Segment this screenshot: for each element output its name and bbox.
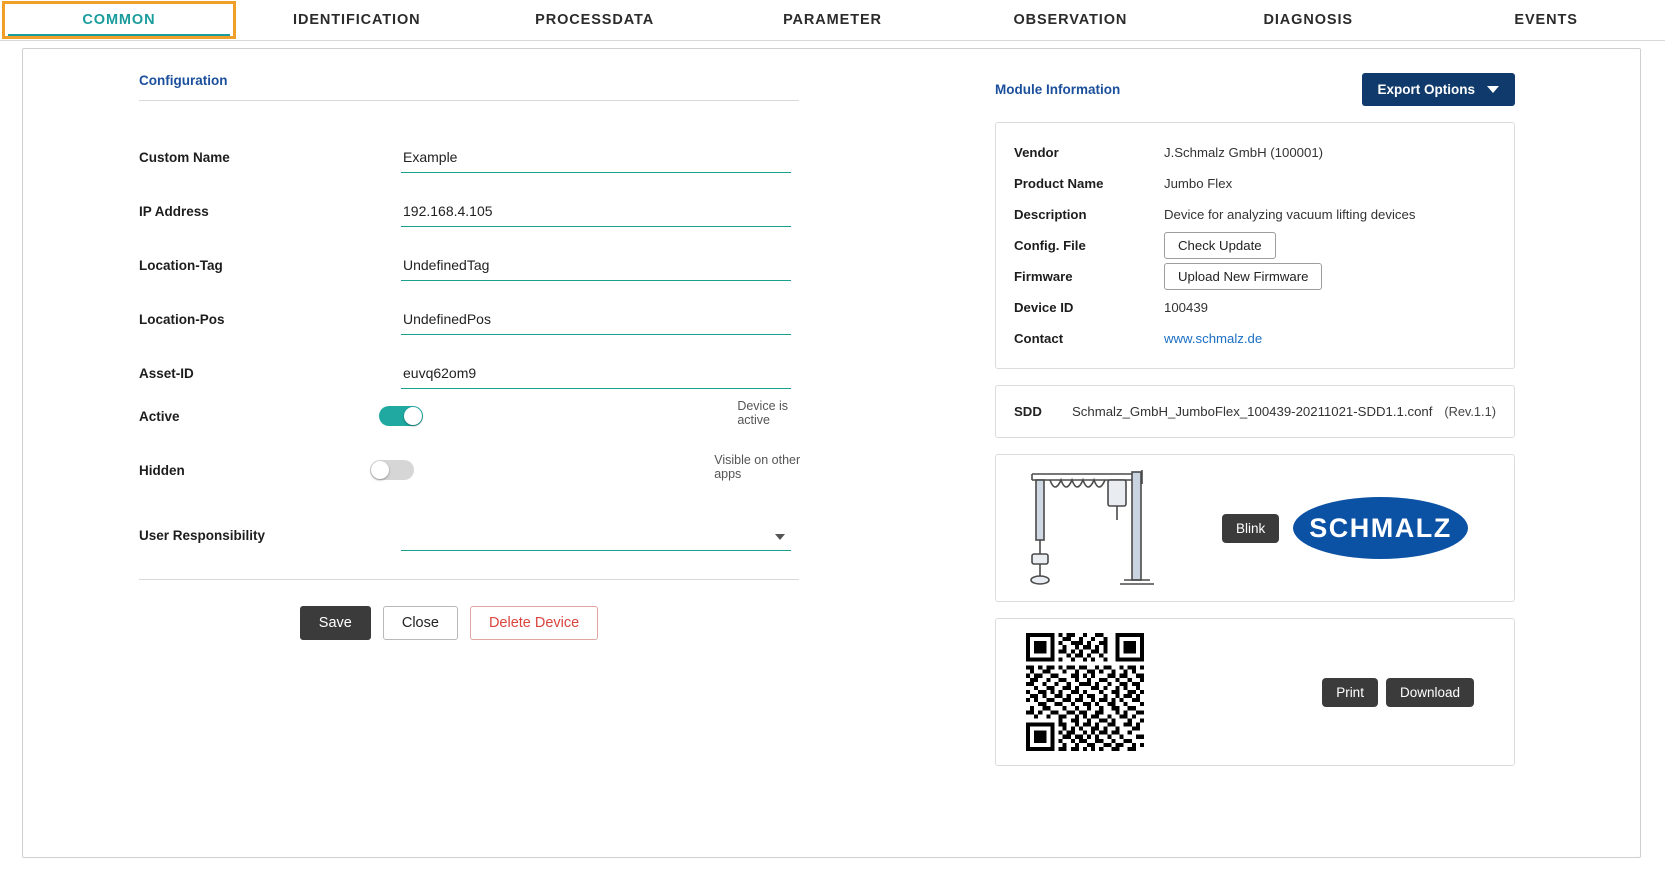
form-button-row (139, 606, 799, 640)
qr-code-icon (1026, 633, 1144, 751)
active-toggle-knob (404, 407, 422, 425)
tab-events-label: EVENTS (1514, 12, 1578, 28)
tab-parameter-label: PARAMETER (783, 12, 882, 28)
label-active: Active (139, 408, 180, 424)
tab-active-underline (8, 34, 230, 37)
blink-button[interactable]: Blink (1222, 514, 1279, 543)
location-pos-input[interactable] (401, 311, 791, 335)
module-information-section (995, 73, 1515, 766)
print-button[interactable]: Print (1322, 678, 1378, 707)
info-value-product-name: Jumbo Flex (1164, 176, 1233, 191)
page-panel (22, 48, 1641, 858)
hidden-toggle-wrap (370, 460, 714, 480)
module-information-header (995, 73, 1515, 106)
row-active (139, 389, 819, 443)
info-value-device-id: 100439 (1164, 300, 1209, 315)
jumbo-flex-device-icon (1014, 458, 1184, 598)
active-toggle[interactable] (379, 406, 423, 426)
save-button[interactable]: Save (300, 606, 371, 640)
qr-button-row (1322, 678, 1474, 707)
qr-card (995, 618, 1515, 766)
hidden-toggle[interactable] (370, 460, 414, 480)
tab-common-label: COMMON (82, 12, 156, 28)
tab-parameter[interactable] (714, 0, 952, 40)
info-row-config-file (1014, 230, 1496, 261)
info-key-device-id: Device ID (1014, 300, 1074, 315)
label-ip-address: IP Address (139, 204, 209, 219)
label-location-tag: Location-Tag (139, 258, 223, 273)
row-location-pos (139, 281, 819, 335)
schmalz-logo-text: SCHMALZ (1309, 512, 1452, 543)
chevron-down-icon (1487, 86, 1499, 93)
info-key-config-file: Config. File (1014, 238, 1086, 253)
download-button[interactable]: Download (1386, 678, 1474, 707)
module-information-title: Module Information (995, 82, 1121, 97)
configuration-form (139, 119, 819, 551)
delete-device-button[interactable]: Delete Device (470, 606, 598, 640)
sdd-card (995, 385, 1515, 438)
label-hidden: Hidden (139, 462, 185, 478)
configuration-title: Configuration (139, 73, 799, 101)
field-asset-id (401, 365, 791, 389)
ip-address-input[interactable] (401, 203, 791, 227)
close-button[interactable]: Close (383, 606, 458, 640)
tab-observation[interactable] (951, 0, 1189, 40)
export-options-label: Export Options (1377, 82, 1475, 97)
device-illustration (1014, 458, 1184, 598)
info-row-firmware (1014, 261, 1496, 292)
row-asset-id (139, 335, 819, 389)
info-row-contact (1014, 323, 1496, 354)
info-row-description (1014, 199, 1496, 230)
field-location-tag (401, 257, 791, 281)
qr-code-image (1026, 633, 1144, 751)
sdd-filename: Schmalz_GmbH_JumboFlex_100439-20211021-SDD1.1.conf (1072, 404, 1433, 419)
main-tabbar (0, 0, 1665, 41)
info-value-description: Device for analyzing vacuum lifting devices (1164, 207, 1416, 222)
label-asset-id: Asset-ID (139, 366, 194, 381)
upload-new-firmware-button[interactable]: Upload New Firmware (1164, 263, 1322, 290)
user-responsibility-select[interactable] (401, 527, 791, 551)
location-tag-input[interactable] (401, 257, 791, 281)
schmalz-logo (1293, 497, 1468, 559)
tab-identification[interactable] (238, 0, 476, 40)
info-key-vendor: Vendor (1014, 145, 1059, 160)
sdd-revision: (Rev.1.1) (1444, 404, 1496, 419)
tab-common[interactable] (0, 0, 238, 40)
row-custom-name (139, 119, 819, 173)
configuration-section (139, 73, 819, 640)
field-ip-address (401, 203, 791, 227)
label-custom-name: Custom Name (139, 150, 230, 165)
field-custom-name (401, 149, 791, 173)
custom-name-input[interactable] (401, 149, 791, 173)
info-row-vendor (1014, 137, 1496, 168)
active-toggle-wrap (379, 406, 737, 426)
tab-diagnosis-label: DIAGNOSIS (1263, 12, 1353, 28)
row-hidden (139, 443, 819, 497)
label-user-responsibility: User Responsibility (139, 528, 266, 543)
label-location-pos: Location-Pos (139, 312, 225, 327)
tab-events[interactable] (1427, 0, 1665, 40)
tab-processdata[interactable] (476, 0, 714, 40)
info-row-product-name (1014, 168, 1496, 199)
field-user-responsibility (401, 527, 791, 551)
sdd-label: SDD (1014, 404, 1042, 419)
info-row-device-id (1014, 292, 1496, 323)
info-key-contact: Contact (1014, 331, 1064, 346)
tab-identification-label: IDENTIFICATION (293, 12, 421, 28)
contact-link[interactable]: www.schmalz.de (1164, 331, 1263, 346)
asset-id-input[interactable] (401, 365, 791, 389)
info-key-firmware: Firmware (1014, 269, 1073, 284)
row-location-tag (139, 227, 819, 281)
device-image-card (995, 454, 1515, 602)
hidden-hint: Visible on other apps (714, 453, 801, 481)
export-options-button[interactable] (1362, 73, 1516, 106)
tab-diagnosis[interactable] (1189, 0, 1427, 40)
field-location-pos (401, 311, 791, 335)
tab-observation-label: OBSERVATION (1013, 12, 1128, 28)
info-value-vendor: J.Schmalz GmbH (100001) (1164, 145, 1324, 160)
info-key-product-name: Product Name (1014, 176, 1104, 191)
row-user-responsibility (139, 497, 819, 551)
check-update-button[interactable]: Check Update (1164, 232, 1276, 259)
info-value-contact (1164, 331, 1262, 346)
info-key-description: Description (1014, 207, 1087, 222)
active-hint: Device is active (737, 399, 789, 427)
tab-processdata-label: PROCESSDATA (535, 12, 655, 28)
module-info-card (995, 122, 1515, 369)
form-divider (139, 579, 799, 580)
row-ip-address (139, 173, 819, 227)
hidden-toggle-knob (371, 461, 389, 479)
